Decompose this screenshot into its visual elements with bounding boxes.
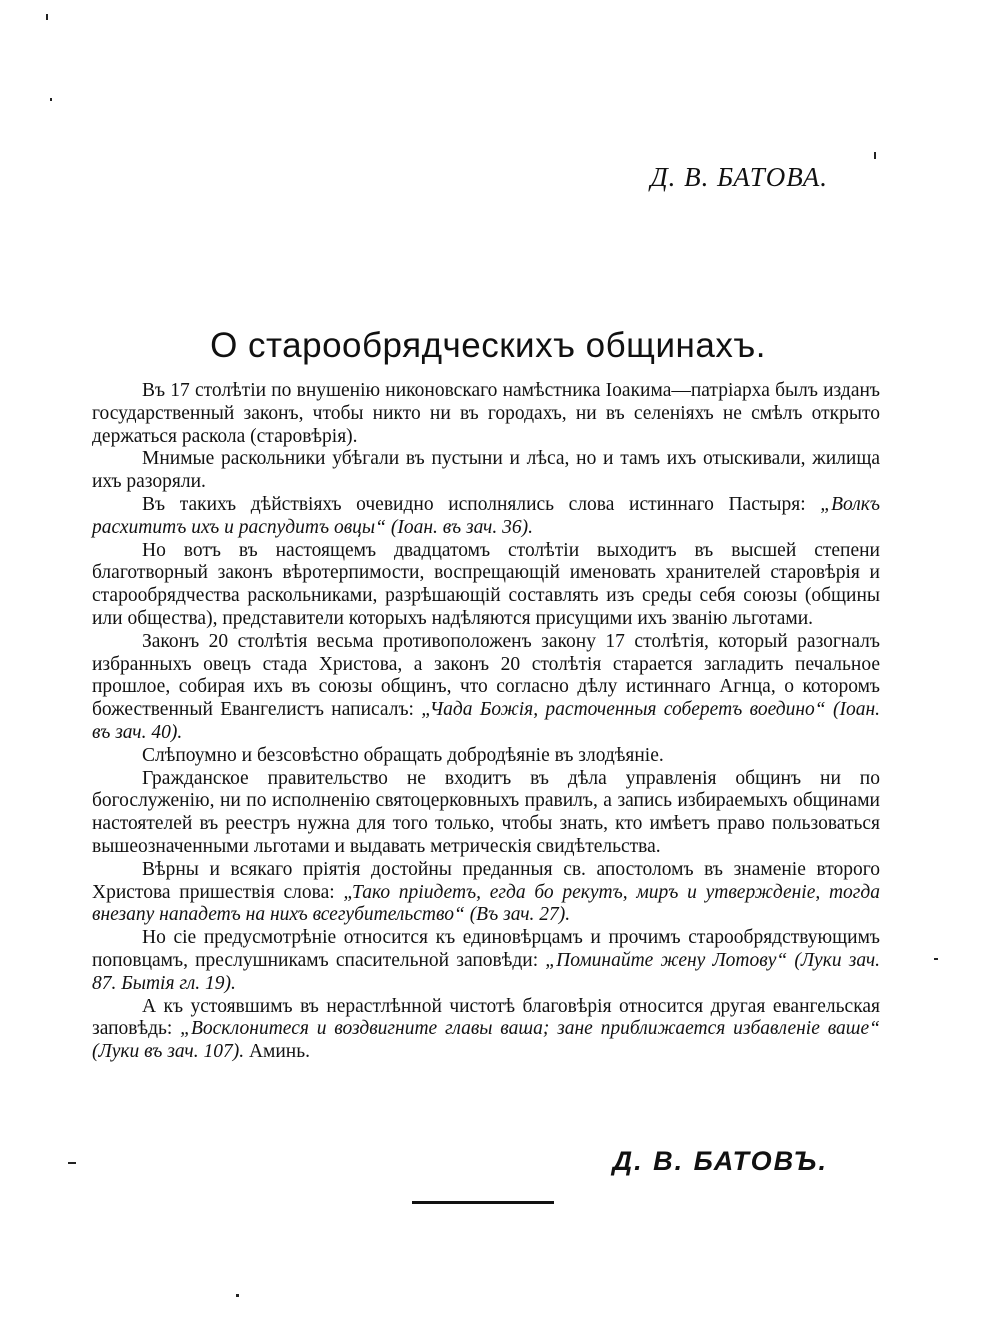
paragraph-text: Гражданское правительство не входитъ въ дѣла управленiя общинъ ни по богослуженiю, ни по исполненiю святоцерковныхъ правилъ, а запись избираемыхъ общинами настоятелей въ реестръ нужна для того только, чтобы знать, кто имѣетъ право пользоваться вышеозначенными льготами и выдавать метрическiя свидѣтельства. xyxy=(92,767,880,857)
scan-speck xyxy=(68,1162,76,1164)
scan-speck xyxy=(874,152,876,159)
article-title: О старообрядческихъ общинахъ. xyxy=(210,326,766,365)
header-author: Д. В. БАТОВА. xyxy=(650,162,828,192)
quoted-scripture: „Тако прiидетъ, егда бо рекутъ, миръ и утвержденiе, тогда внезапу нападетъ на нихъ всегубительство“ (Въ зач. 27). xyxy=(92,881,881,926)
scan-speck xyxy=(236,1294,239,1297)
paragraph-text: Аминь. xyxy=(244,1041,311,1063)
paragraph-text: Слѣпоумно и безсовѣстно обращать добродѣянiе въ злодѣянiе. xyxy=(142,744,664,766)
paragraph-text: Вѣрны и всякаго прiятiя достойны преданныя св. апостоломъ въ знаменiе второго Христова пришествiя слова: xyxy=(92,858,880,903)
body-paragraph xyxy=(92,859,880,927)
body-paragraph xyxy=(92,927,880,995)
body-paragraph xyxy=(92,745,880,768)
body-paragraph xyxy=(92,996,880,1064)
article-body xyxy=(92,380,880,1064)
scan-speck xyxy=(46,14,48,20)
scan-speck xyxy=(50,98,52,101)
closing-rule xyxy=(412,1201,554,1204)
body-paragraph xyxy=(92,380,880,448)
quoted-scripture: „Волкъ расхититъ ихъ и распудитъ овцы“ (Iоан. въ зач. 36). xyxy=(92,493,880,538)
quoted-scripture: „Чада Божiя, расточенныя соберетъ воедино“ (Iоан. въ зач. 40). xyxy=(92,699,880,743)
paragraph-text: Въ 17 столѣтiи по внушенiю никоновскаго намѣстника Iоакима—патрiарха былъ изданъ государственный законъ, чтобы никто ни въ городахъ, ни въ селенiяхъ не смѣлъ открыто держаться раскола (старовѣрiя). xyxy=(92,380,880,447)
body-paragraph xyxy=(92,631,880,745)
body-paragraph xyxy=(92,540,880,631)
quoted-scripture: „Восклонитеся и воздвигните главы ваша; зане приближается избавленiе ваше“ (Луки въ зач. 107). xyxy=(92,1018,880,1063)
paragraph-text: Мнимые раскольники убѣгали въ пустыни и лѣса, но и тамъ ихъ отыскивали, жилища ихъ разоряли. xyxy=(92,448,880,493)
body-paragraph xyxy=(92,448,880,494)
signature: Д. В. БАТОВЪ. xyxy=(612,1146,828,1176)
paragraph-text: Но сiе предусмотрѣнiе относится къ единовѣрцамъ и прочимъ старообрядствующимъ поповцамъ, преслушникамъ спасительной заповѣди: xyxy=(92,927,880,971)
paragraph-text: Въ такихъ дѣйствiяхъ очевидно исполнялись слова истиннаго Пастыря: xyxy=(142,493,821,515)
scan-speck xyxy=(934,958,938,960)
paragraph-text: А къ устоявшимъ въ нерастлѣнной чистотѣ благовѣрiя относится другая евангельская заповѣдь: xyxy=(92,995,880,1040)
paragraph-text: Но вотъ въ настоящемъ двадцатомъ столѣтiи выходитъ въ высшей степени благотворный законъ вѣротерпимости, воспрещающiй именовать хранителей старовѣрiя и старообрядчества раскольниками, разрѣшающiй составлять изъ среды себя союзы (общины или общества), представители которыхъ надѣляются присущими ихъ званiю льготами. xyxy=(92,539,880,629)
quoted-scripture: „Поминайте жену Лотову“ (Луки зач. 87. Бытiя гл. 19). xyxy=(92,949,880,994)
paragraph-text: Законъ 20 столѣтiя весьма противоположенъ закону 17 столѣтiя, который разогналъ избранныхъ овецъ стада Христова, а законъ 20 столѣтiя старается загладить печальное прошлое, собирая ихъ въ союзы общинъ, что согласно дѣлу истиннаго Агнца, о которомъ божественный Евангелистъ написалъ: xyxy=(92,630,880,721)
body-paragraph xyxy=(92,768,880,859)
body-paragraph xyxy=(92,494,880,540)
